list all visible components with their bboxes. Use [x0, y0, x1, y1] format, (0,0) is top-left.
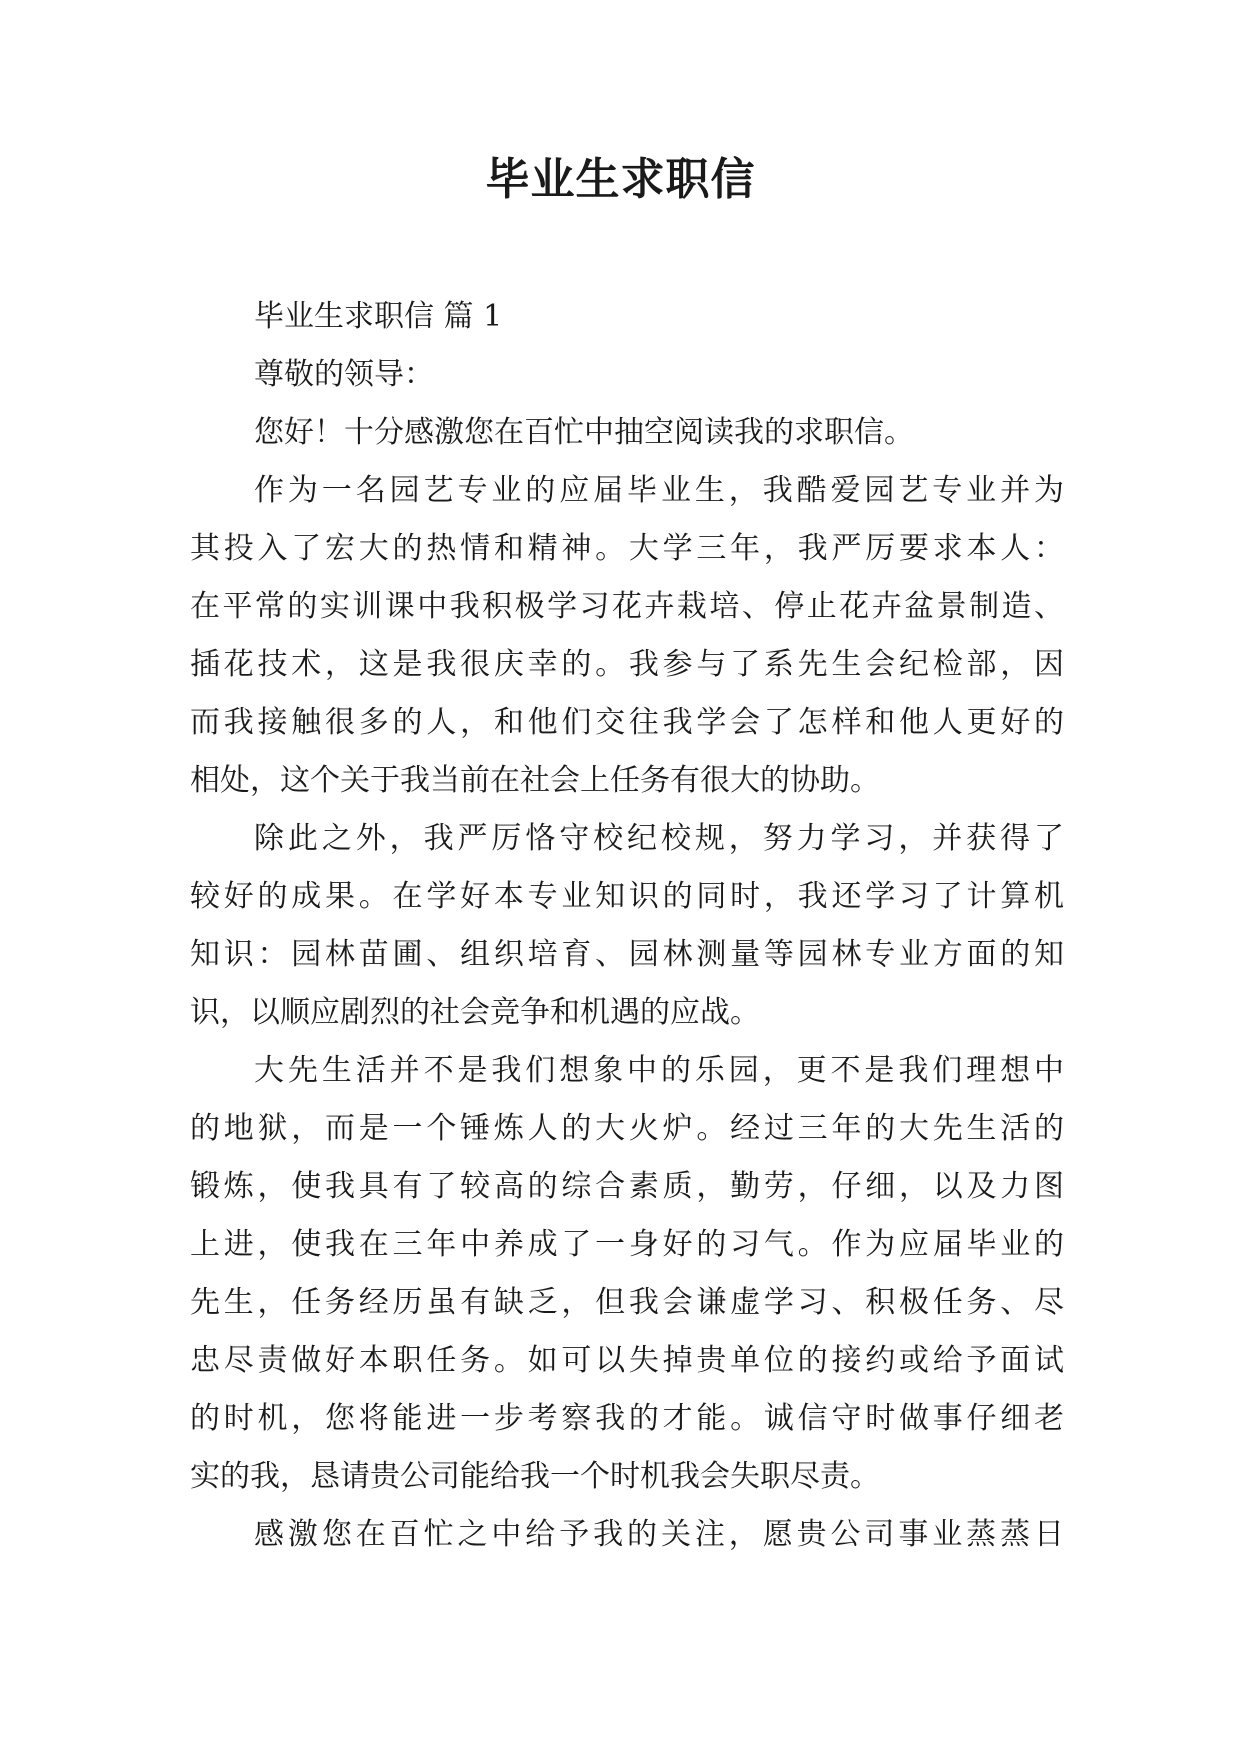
text-line: 除此之外，我严厉恪守校纪校规，努力学习，并获得了	[254, 821, 1064, 856]
text-line: 上进，使我在三年中养成了一身好的习气。作为应届毕业的	[190, 1227, 1064, 1262]
text-line: 其投入了宏大的热情和精神。大学三年，我严厉要求本人：	[190, 531, 1064, 566]
letter-body	[190, 288, 1064, 1564]
text-line: 尊敬的领导：	[254, 357, 434, 392]
text-line: 的时机，您将能进一步考察我的才能。诚信守时做事仔细老	[190, 1401, 1064, 1436]
text-line: 插花技术，这是我很庆幸的。我参与了系先生会纪检部，因	[190, 647, 1064, 682]
text-line: 识，以顺应剧烈的社会竞争和机遇的应战。	[190, 995, 760, 1030]
text-line: 实的我，恳请贵公司能给我一个时机我会失职尽责。	[190, 1459, 880, 1494]
text-line: 相处，这个关于我当前在社会上任务有很大的协助。	[190, 763, 880, 798]
text-line: 毕业生求职信 篇 1	[254, 299, 503, 334]
text-line: 在平常的实训课中我积极学习花卉栽培、停止花卉盆景制造、	[190, 589, 1064, 624]
text-line: 感激您在百忙之中给予我的关注，愿贵公司事业蒸蒸日	[254, 1517, 1064, 1552]
text-line: 锻炼，使我具有了较高的综合素质，勤劳，仔细，以及力图	[190, 1169, 1064, 1204]
text-line: 而我接触很多的人，和他们交往我学会了怎样和他人更好的	[190, 705, 1064, 740]
text-line: 的地狱，而是一个锤炼人的大火炉。经过三年的大先生活的	[190, 1111, 1064, 1146]
text-line: 大先生活并不是我们想象中的乐园，更不是我们理想中	[254, 1053, 1064, 1088]
text-line: 您好！十分感激您在百忙中抽空阅读我的求职信。	[254, 415, 914, 450]
text-line: 较好的成果。在学好本专业知识的同时，我还学习了计算机	[190, 879, 1064, 914]
text-line: 忠尽责做好本职任务。如可以失掉贵单位的接约或给予面试	[190, 1343, 1064, 1378]
text-line: 作为一名园艺专业的应届毕业生，我酷爱园艺专业并为	[254, 473, 1064, 508]
document-title: 毕业生求职信	[485, 154, 756, 205]
text-line: 先生，任务经历虽有缺乏，但我会谦虚学习、积极任务、尽	[190, 1285, 1064, 1320]
text-line: 知识：园林苗圃、组织培育、园林测量等园林专业方面的知	[190, 937, 1064, 972]
